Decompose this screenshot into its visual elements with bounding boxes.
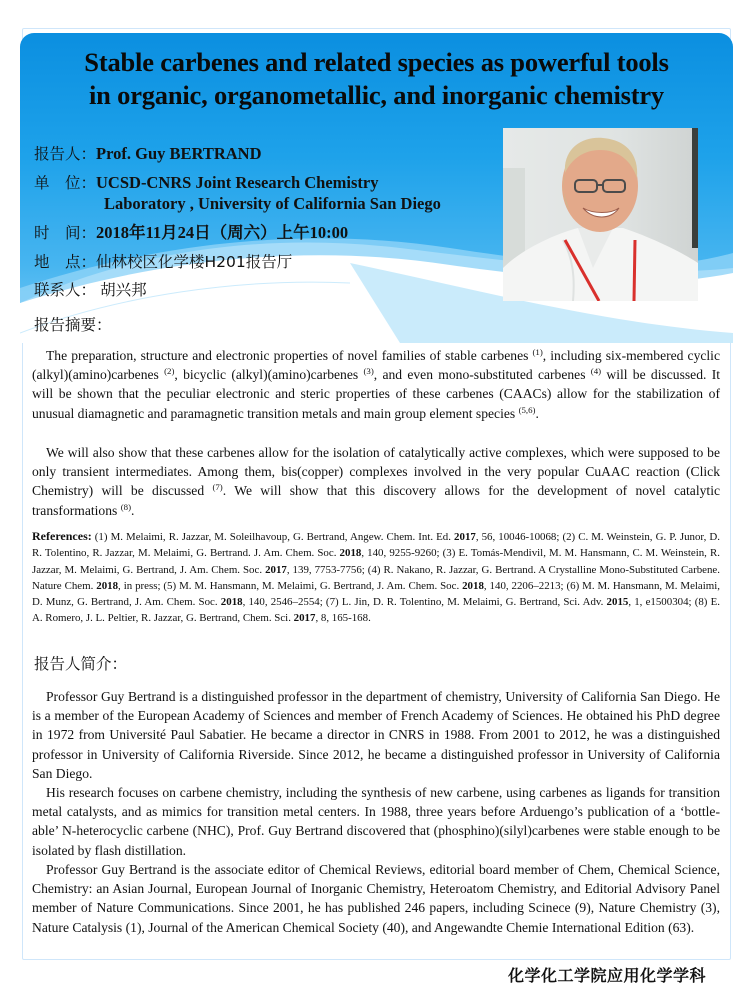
title-line-2: in organic, organometallic, and inorganic chemistry xyxy=(89,80,664,110)
ref-year: 2017 xyxy=(293,612,316,625)
affiliation-line-1: UCSD-CNRS Joint Research Chemistry xyxy=(96,173,379,192)
bio-paragraph-2 xyxy=(32,783,720,860)
title-line-1: Stable carbenes and related species as powerful tools xyxy=(84,47,669,77)
affiliation-label: 单 位： xyxy=(34,174,97,192)
references-label: References: xyxy=(32,529,92,543)
ref-text: , 140, 2206–2213; (6) M. M. Hansmann, M. Melaimi, D. Munz, G. Bertrand, J. Am. Chem. Soc. xyxy=(32,579,721,609)
citation-2: (2) xyxy=(164,366,175,377)
place-value: 仙林校区化学楼H201报告厅 xyxy=(96,253,293,271)
text-run: Professor Guy Bertrand is a distinguished professor in the department of chemistry, University of California San Diego. He is a member of the European Academy of Sciences and member of French Academy of Sciences. He obtained his PhD degree in 1972 from Université Paul Sabatier. He became a director in CNRS in 1988. From 2001 to 2012, he was a distinguished professor in University of California Riverside. Since 2012, he became a distinguished professor in University of California San Diego. xyxy=(32,689,720,781)
text-run: , bicyclic (alkyl)(amino)carbenes xyxy=(174,367,364,383)
citation-7: (7) xyxy=(212,482,223,493)
text-run: , including six-membered cyclic (alkyl)(amino)carbenes xyxy=(32,348,720,383)
speaker-label: 报告人： xyxy=(34,145,97,163)
text-run: . xyxy=(535,405,539,421)
affiliation-row xyxy=(34,172,378,194)
ref-text: (1) M. Melaimi, R. Jazzar, M. Soleilhavoup, G. Bertrand, Angew. Chem. Int. Ed. xyxy=(91,531,455,543)
time-row xyxy=(34,222,348,244)
abstract-paragraph-1 xyxy=(32,346,720,423)
ref-year: 2018 xyxy=(462,579,484,592)
bio-heading: 报告人简介： xyxy=(34,655,128,673)
citation-4: (4) xyxy=(590,366,602,377)
portrait-illustration xyxy=(503,128,698,301)
citation-1: (1) xyxy=(532,347,543,358)
contact-value: 胡兴邦 xyxy=(100,281,147,299)
place-label: 地 点： xyxy=(34,253,97,271)
speaker-photo xyxy=(503,128,698,301)
citation-8: (8) xyxy=(120,501,132,512)
text-run: will be discussed. It will be shown that the peculiar electronic and steric properties of these carbenes (CAACs) allow for the stabilization of unusual diamagnetic and paramagnetic transition metals and main group element species xyxy=(32,367,720,421)
text-run: , and even mono-substituted carbenes xyxy=(373,367,591,383)
affiliation-line-2: Laboratory , University of California San Diego xyxy=(104,194,441,213)
citation-5-6: (5,6) xyxy=(518,404,536,415)
speaker-row xyxy=(34,143,262,165)
time-label: 时 间： xyxy=(34,224,97,242)
ref-year: 2018 xyxy=(220,596,243,609)
abstract-paragraph-2 xyxy=(32,443,720,520)
ref-year: 2018 xyxy=(339,547,362,560)
bio-paragraph-1 xyxy=(32,687,720,783)
ref-text: , 8, 165-168. xyxy=(315,612,371,625)
text-run: The preparation, structure and electronic properties of novel families of stable carbenes xyxy=(46,348,533,363)
ref-text: , 140, 9255-9260; (3) E. Tomás-Mendivil, M. M. Hansmann, C. M. Weinstein, R. Jazzar, M. Melaimi, G. Bertrand, J. Am. Chem. Soc. xyxy=(32,547,720,576)
affiliation-row-2 xyxy=(104,193,441,215)
text-run: Professor Guy Bertrand is the associate editor of Chemical Reviews, editorial board member of Chem, Chemical Science, Chemistry: an Asian Journal, European Journal of Inorganic Chemistry, Heteroatom Chemistry, and Editorial Advisory Panel member of Nature Communications. Since 2001, he has published 246 papers, including Scinece (9), Nature Chemistry (3), Nature Catalysis (1), Journal of the American Chemical Society (40), and Angewandte Chemie International Edition (63). xyxy=(32,862,720,935)
text-run: . We will show that this discovery allows for the development of novel catalytic transformations xyxy=(32,483,721,518)
ref-year: 2018 xyxy=(96,579,119,592)
contact-label: 联系人： xyxy=(34,281,97,299)
organizer-footer: 化学化工学院应用化学学科 xyxy=(508,966,707,985)
text-run: His research focuses on carbene chemistry, including the synthesis of new carbene, using carbenes as ligands for transition metal catalysts, and as mimics for transition metal centers. In 1988, three years before Arduengo’s publication of a ‘bottle-able’ N-heterocyclic carbene (NHC), Prof. Guy Bertrand discovered that (phosphino)(silyl)carbenes were stable enough to be isolated by flash distillation. xyxy=(32,785,720,858)
abstract-heading: 报告摘要： xyxy=(34,316,112,334)
ref-text: , 56, 10046-10068; (2) C. M. Weinstein, G. P. Junor, D. R. Tolentino, R. Jazzar, M. Melaimi, G. Bertrand. J. Am. Chem. Soc. xyxy=(32,531,720,560)
text-run: . xyxy=(131,502,135,518)
place-row xyxy=(34,251,292,273)
references-block xyxy=(32,528,720,627)
ref-text: , 140, 2546–2554; (7) L. Jin, D. R. Tolentino, M. Melaimi, G. Bertrand, Sci. Adv. xyxy=(242,596,607,609)
ref-year: 2017 xyxy=(265,563,287,576)
ref-text: , 1, e1500304; (8) E. A. Romero, J. L. Peltier, R. Jazzar, G. Bertrand, Chem. Sci. xyxy=(32,596,720,625)
speaker-name: Prof. Guy BERTRAND xyxy=(96,144,262,163)
time-value: 2018年11月24日（周六）上午10:00 xyxy=(96,223,349,242)
talk-title xyxy=(20,46,733,112)
ref-text: , 139, 7753-7756; (4) R. Nakano, R. Jazzar, G. Bertrand. A Crystalline Mono-Substituted Carbene. Nature Chem. xyxy=(32,563,720,592)
ref-text: , in press; (5) M. M. Hansmann, M. Melaimi, G. Bertrand, J. Am. Chem. Soc. xyxy=(118,579,463,592)
ref-year: 2017 xyxy=(454,531,476,543)
bio-paragraph-3 xyxy=(32,860,720,937)
citation-3: (3) xyxy=(363,366,374,377)
ref-year: 2015 xyxy=(606,596,629,609)
text-run: We will also show that these carbenes allow for the isolation of catalytically active complexes, which were supposed to be only transient intermediates. Among them, bis(copper) complexes involved in the very popular CuAAC reaction (Click Chemistry) will be discussed xyxy=(32,445,720,499)
contact-row xyxy=(34,279,147,301)
